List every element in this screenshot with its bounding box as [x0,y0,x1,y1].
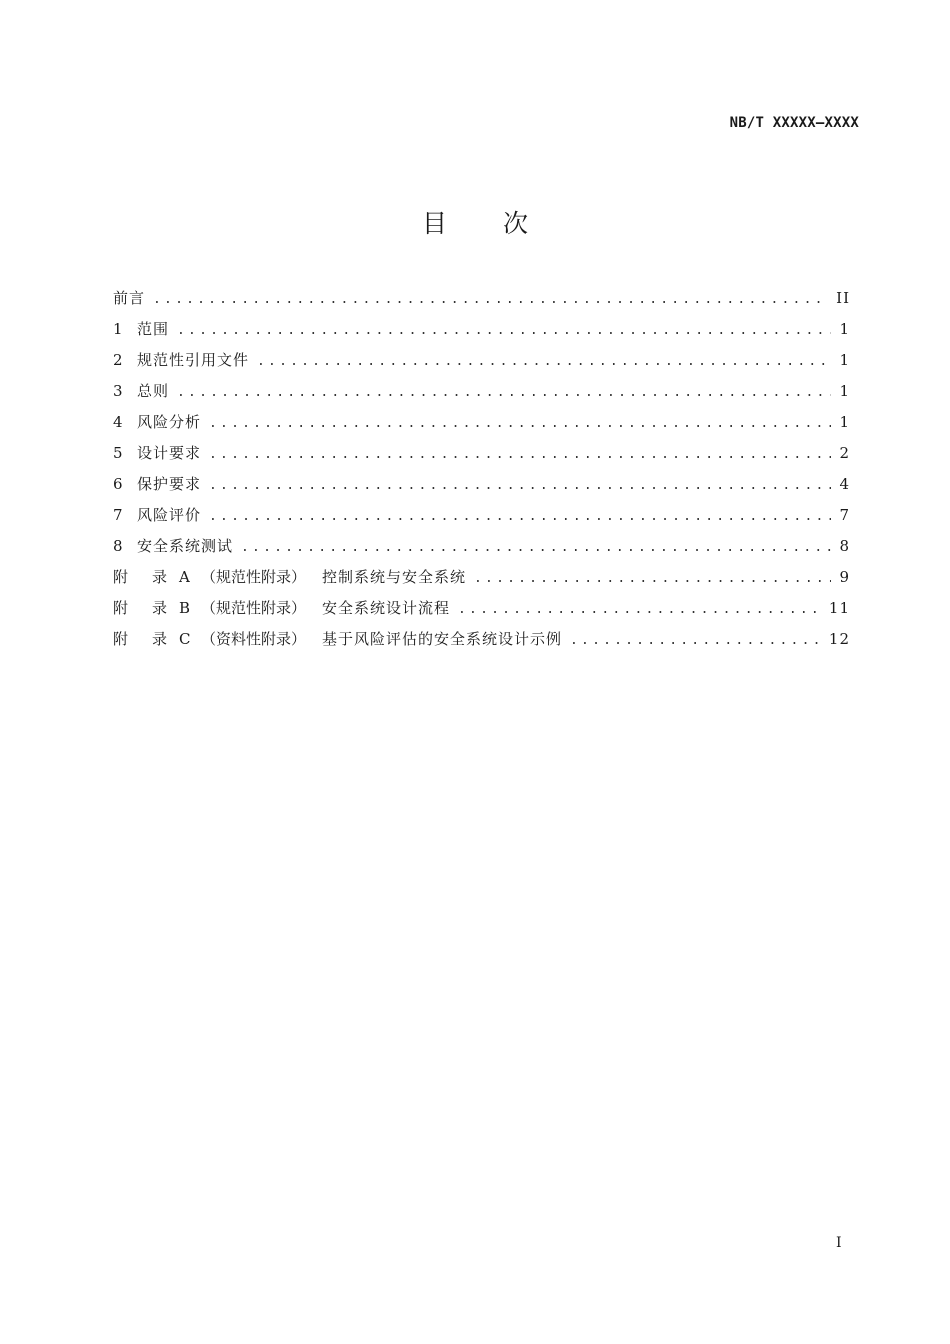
appendix-prefix [113,565,322,590]
toc-page-number: 8 [839,537,850,555]
toc-entry-general[interactable] [113,379,850,410]
toc-entry-scope[interactable] [113,317,850,348]
appendix-letter: C [179,630,191,648]
toc-entry-label: 总则 [137,382,170,400]
toc-entry-label: 控制系统与安全系统 [322,568,467,586]
toc-entry-label: 风险评价 [137,506,202,524]
toc-entry-label: 设计要求 [137,444,202,462]
toc-entry-design-requirements[interactable] [113,441,850,472]
toc-entry-label: 范围 [137,320,170,338]
appendix-letter: A [179,568,190,586]
toc-entry-label: 安全系统设计流程 [322,599,451,617]
appendix-lu: 录 [152,599,168,617]
toc-leader-dots [209,504,831,529]
toc-leader-dots [209,411,831,436]
toc-entry-number: 7 [113,506,123,524]
toc-entry-number: 4 [113,413,123,431]
toc-leader-dots [241,535,831,560]
toc-page-number: 11 [828,599,850,617]
toc-entry-number: 6 [113,475,123,493]
toc-leader-dots [257,349,831,374]
toc-leader-dots [153,287,828,312]
toc-entry-number: 5 [113,444,123,462]
table-of-contents [113,286,850,658]
toc-entry-number: 2 [113,351,123,369]
toc-entry-label: 安全系统测试 [137,537,234,555]
toc-leader-dots [177,380,831,405]
toc-leader-dots [458,597,821,622]
appendix-lu: 录 [152,630,168,648]
toc-page-number: 1 [839,351,850,369]
toc-page-number: 7 [839,506,850,524]
appendix-prefix [113,627,322,652]
toc-entry-label: 保护要求 [137,475,202,493]
toc-page-number: 9 [839,568,850,586]
appendix-letter: B [179,599,191,617]
toc-entry-appendix-b[interactable] [113,596,850,627]
toc-page-number: 1 [839,320,850,338]
toc-entry-risk-evaluation[interactable] [113,503,850,534]
appendix-kind: （规范性附录） [201,599,307,617]
toc-page-number: 1 [839,382,850,400]
toc-leader-dots [209,473,831,498]
footer-page-number: I [836,1235,842,1251]
toc-leader-dots [474,566,831,591]
appendix-fu: 附 [113,599,129,617]
toc-entry-appendix-a[interactable] [113,565,850,596]
appendix-prefix [113,596,322,621]
toc-entry-safety-system-testing[interactable] [113,534,850,565]
toc-entry-label: 规范性引用文件 [137,351,250,369]
toc-leader-dots [177,318,831,343]
toc-entry-normative-references[interactable] [113,348,850,379]
toc-page-number: 1 [839,413,850,431]
toc-entry-number: 3 [113,382,123,400]
appendix-kind: （规范性附录） [201,568,307,586]
toc-page-number: 2 [839,444,850,462]
appendix-lu: 录 [152,568,168,586]
appendix-fu: 附 [113,630,129,648]
toc-entry-risk-analysis[interactable] [113,410,850,441]
toc-leader-dots [209,442,831,467]
toc-entry-label: 基于风险评估的安全系统设计示例 [322,630,563,648]
toc-leader-dots [570,628,821,653]
toc-entry-number: 8 [113,537,123,555]
toc-entry-foreword[interactable] [113,286,850,317]
appendix-kind: （资料性附录） [201,630,307,648]
toc-entry-label: 前言 [113,289,146,307]
toc-entry-protection-requirements[interactable] [113,472,850,503]
toc-page-number: 12 [828,630,850,648]
toc-title: 目 次 [422,209,552,238]
toc-page-number: 4 [839,475,850,493]
toc-entry-label: 风险分析 [137,413,202,431]
document-code: NB/T XXXXX—XXXX [729,115,859,131]
toc-entry-number: 1 [113,320,123,338]
toc-page-number: II [836,289,850,307]
appendix-fu: 附 [113,568,129,586]
toc-entry-appendix-c[interactable] [113,627,850,658]
